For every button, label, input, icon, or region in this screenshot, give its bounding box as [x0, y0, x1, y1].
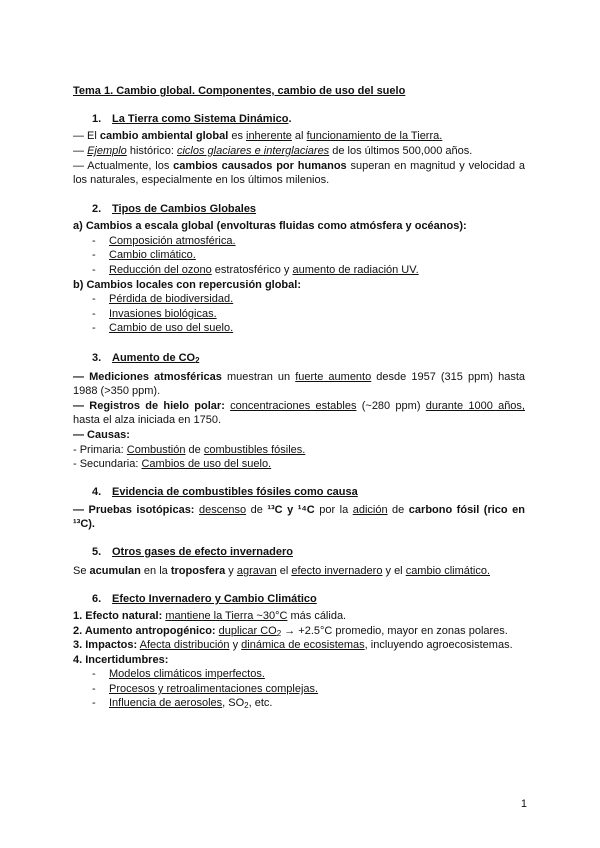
s6-item-2: 2. Aumento antropogénico: duplicar $CO_2 \to +2.5^\circ C$ promedio, mayor en zonas polares. — [73, 625, 508, 638]
section-3-heading: 3. Aumento de $CO_2$ — [92, 352, 200, 365]
s3-causes-label: — Causas: — [73, 429, 130, 441]
page-number: 1 — [520, 798, 527, 810]
section-1-title: La Tierra como Sistema Dinámico — [112, 113, 289, 125]
s3-measurements: — Mediciones atmosféricas muestran un fuerte aumento desde 1957 (315 ppm) hasta 1988 (>350 ppm). — [73, 371, 526, 397]
s2-bullet-a2: - Cambio climático. — [92, 249, 196, 261]
section-6-title: Efecto Invernadero y Cambio Climático — [112, 593, 317, 605]
s5-text: Se acumulan en la troposfera y agravan el efecto invernadero y el cambio climático. — [73, 565, 491, 577]
section-1-heading: 1. La Tierra como Sistema Dinámico. — [92, 113, 292, 125]
section-4-title: Evidencia de combustibles fósiles como causa — [112, 486, 358, 498]
section-4-heading: 4. Evidencia de combustibles fósiles como causa — [92, 486, 358, 498]
s6-item-4: 4. Incertidumbres: — [73, 654, 169, 666]
s2-subheading-b: b) Cambios locales con repercusión global: — [73, 279, 301, 291]
s2-bullet-b1: - Pérdida de biodiversidad. — [92, 293, 234, 305]
s1-line-2: — Ejemplo histórico: ciclos glaciares e interglaciares de los últimos 500,000 años. — [73, 145, 473, 157]
s2-bullet-b3: - Cambio de uso del suelo. — [92, 322, 234, 334]
section-2-title: Tipos de Cambios Globales — [112, 203, 257, 215]
s6-bullet-2: - Procesos y retroalimentaciones complejas. — [92, 683, 319, 695]
s3-ice-records: — Registros de hielo polar: concentraciones estables (~280 ppm) durante 1000 años, hasta el alza iniciada en 1750. — [73, 400, 525, 426]
section-2-heading: 2. Tipos de Cambios Globales — [92, 203, 257, 215]
s3-cause-secondary: - Secundaria: Cambios de uso del suelo. — [73, 458, 272, 470]
s4-isotopic-evidence: — Pruebas isotópicas: descenso de ¹³C y ¹⁴C por la adición de carbono fósil (rico en ¹³C). — [73, 504, 525, 530]
s2-bullet-a3: - Reducción del ozono estratosférico y aumento de radiación UV. — [92, 264, 419, 276]
s6-bullet-1: - Modelos climáticos imperfectos. — [92, 668, 265, 680]
s2-bullet-b2: - Invasiones biológicas. — [92, 308, 217, 320]
s2-bullet-a1: - Composición atmosférica. — [92, 235, 236, 247]
section-6-heading: 6. Efecto Invernadero y Cambio Climático — [92, 593, 317, 605]
s6-item-3: 3. Impactos: Afecta distribución y dinámica de ecosistemas, incluyendo agroecosistemas. — [73, 639, 513, 651]
s6-bullet-3: - Influencia de aerosoles, $SO_2$, etc. — [92, 697, 273, 710]
section-3-title: Aumento de $CO_2$ — [112, 352, 200, 365]
s1-line-3: — Actualmente, los cambios causados por humanos superan en magnitud y velocidad a los naturales, especialmente en los últimos milenios. — [73, 160, 526, 186]
s3-cause-primary: - Primaria: Combustión de combustibles fósiles. — [73, 444, 306, 456]
section-5-title: Otros gases de efecto invernadero — [112, 546, 293, 558]
s2-subheading-a: a) Cambios a escala global (envolturas fluidas como atmósfera y océanos): — [73, 220, 467, 232]
section-5-heading: 5. Otros gases de efecto invernadero — [92, 546, 293, 558]
document-title: Tema 1. Cambio global. Componentes, cambio de uso del suelo — [73, 85, 406, 97]
section-1-number: 1. — [92, 113, 102, 125]
s6-item-1: 1. Efecto natural: mantiene la Tierra ~30°C más cálida. — [73, 610, 347, 622]
s1-line-1: — El cambio ambiental global es inherente al funcionamiento de la Tierra. — [73, 130, 443, 142]
